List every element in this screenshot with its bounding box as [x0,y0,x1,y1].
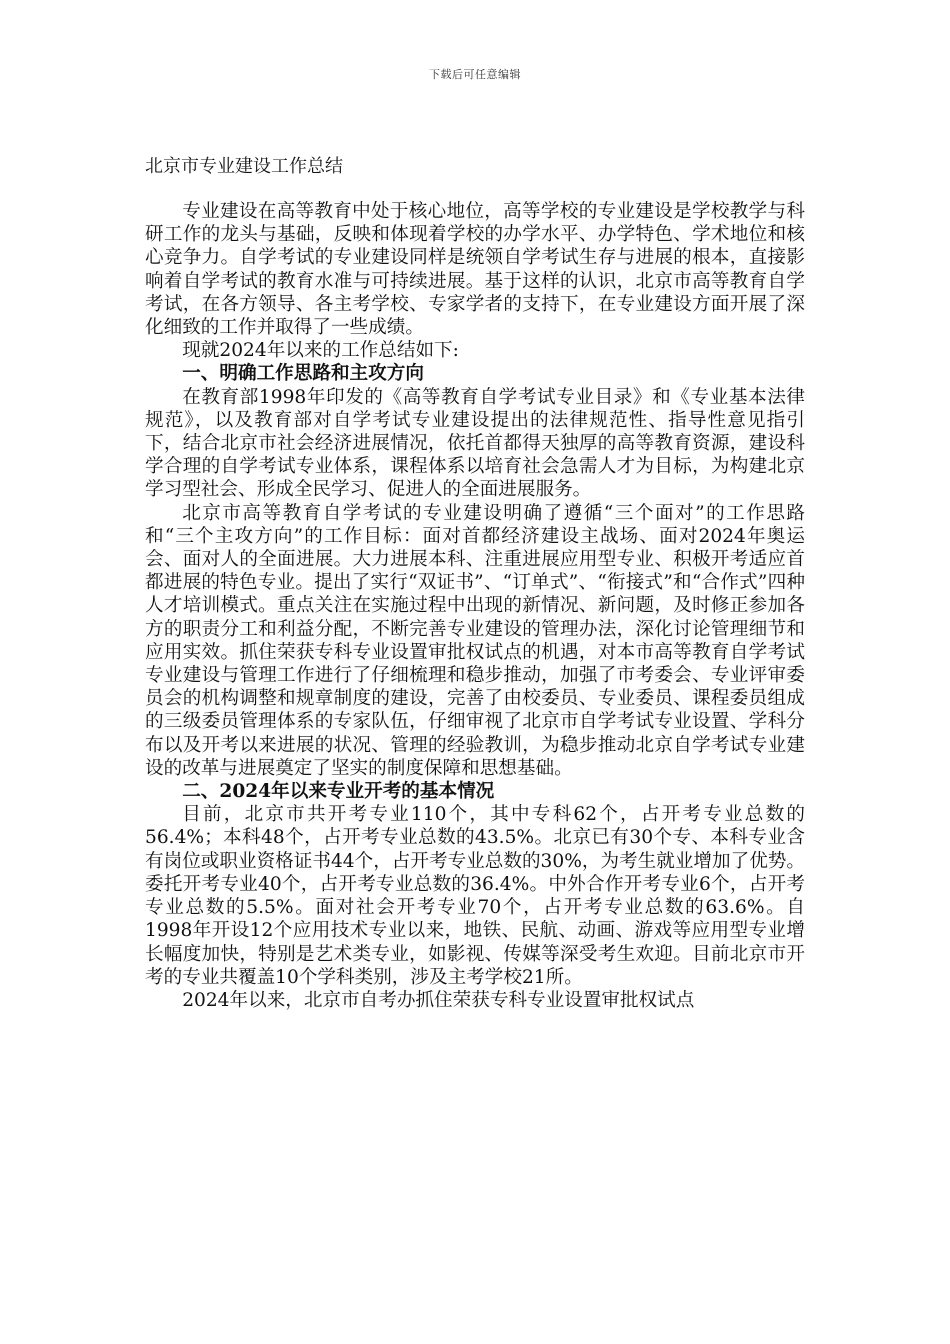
document-body [145,200,805,1012]
section-1-paragraph-2: 北京市高等教育自学考试的专业建设明确了遵循“三个面对”的工作思路和“三个主攻方向”的工作目标：面对首都经济建设主战场、面对2024年奥运会、面对人的全面进展。大力进展本科、注重进展应用型专业、积极开考适应首都进展的特色专业。提出了实行“双证书”、“订单式”、“衔接式”和“合作式”四种人才培训模式。重点关注在实施过程中出现的新情况、新问题，及时修正参加各方的职责分工和利益分配，不断完善专业建设的管理办法，深化讨论管理细节和应用实效。抓住荣获专科专业设置审批权试点的机遇，对本市高等教育自学考试专业建设与管理工作进行了仔细梳理和稳步推动，加强了市考委会、专业评审委员会的机构调整和规章制度的建设，完善了由校委员、专业委员、课程委员组成的三级委员管理体系的专家队伍，仔细审视了北京市自学考试专业设置、学科分布以及开考以来进展的状况、管理的经验教训，为稳步推动北京自学考试专业建设的改革与进展奠定了坚实的制度保障和思想基础。 [145,502,805,779]
section-2-heading: 二、2024年以来专业开考的基本情况 [182,781,495,803]
intro-paragraph: 专业建设在高等教育中处于核心地位，高等学校的专业建设是学校教学与科研工作的龙头与基础，反映和体现着学校的办学水平、办学特色、学术地位和核心竞争力。自学考试的专业建设同样是统领自学考试生存与进展的根本，直接影响着自学考试的教育水准与可持续进展。基于这样的认识，北京市高等教育自学考试，在各方领导、各主考学校、专家学者的支持下，在专业建设方面开展了深化细致的工作并取得了一些成绩。 [145,201,805,339]
section-1-paragraph-1: 在教育部1998年印发的《高等教育自学考试专业目录》和《专业基本法律规范》，以及教育部对自学考试专业建设提出的法律规范性、指导性意见指引下，结合北京市社会经济进展情况，依托首都得天独厚的高等教育资源，建设科学合理的自学考试专业体系，课程体系以培育社会急需人才为目标，为构建北京学习型社会、形成全民学习、促进人的全面进展服务。 [145,386,805,501]
section-2-paragraph-1: 目前，北京市共开考专业110个，其中专科62个，占开考专业总数的56.4%；本科48个，占开考专业总数的43.5%。北京已有30个专、本科专业含有岗位或职业资格证书44个，占开考专业总数的30%，为考生就业增加了优势。委托开考专业40个，占开考专业总数的36.4%。中外合作开考专业6个，占开考专业总数的5.5%。面对社会开考专业70个，占开考专业总数的63.6%。自1998年开设12个应用技术专业以来，地铁、民航、动画、游戏等应用型专业增长幅度加快，特别是艺术类专业，如影视、传媒等深受考生欢迎。目前北京市开考的专业共覆盖10个学科类别，涉及主考学校21所。 [145,804,805,988]
page-header-note: 下载后可任意编辑 [429,68,521,81]
lead-paragraph: 现就2024年以来的工作总结如下: [182,340,459,362]
section-2-paragraph-2: 2024年以来，北京市自考办抓住荣获专科专业设置审批权试点 [182,989,695,1011]
document-title: 北京市专业建设工作总结 [145,156,343,177]
section-1-heading: 一、明确工作思路和主攻方向 [182,363,424,385]
